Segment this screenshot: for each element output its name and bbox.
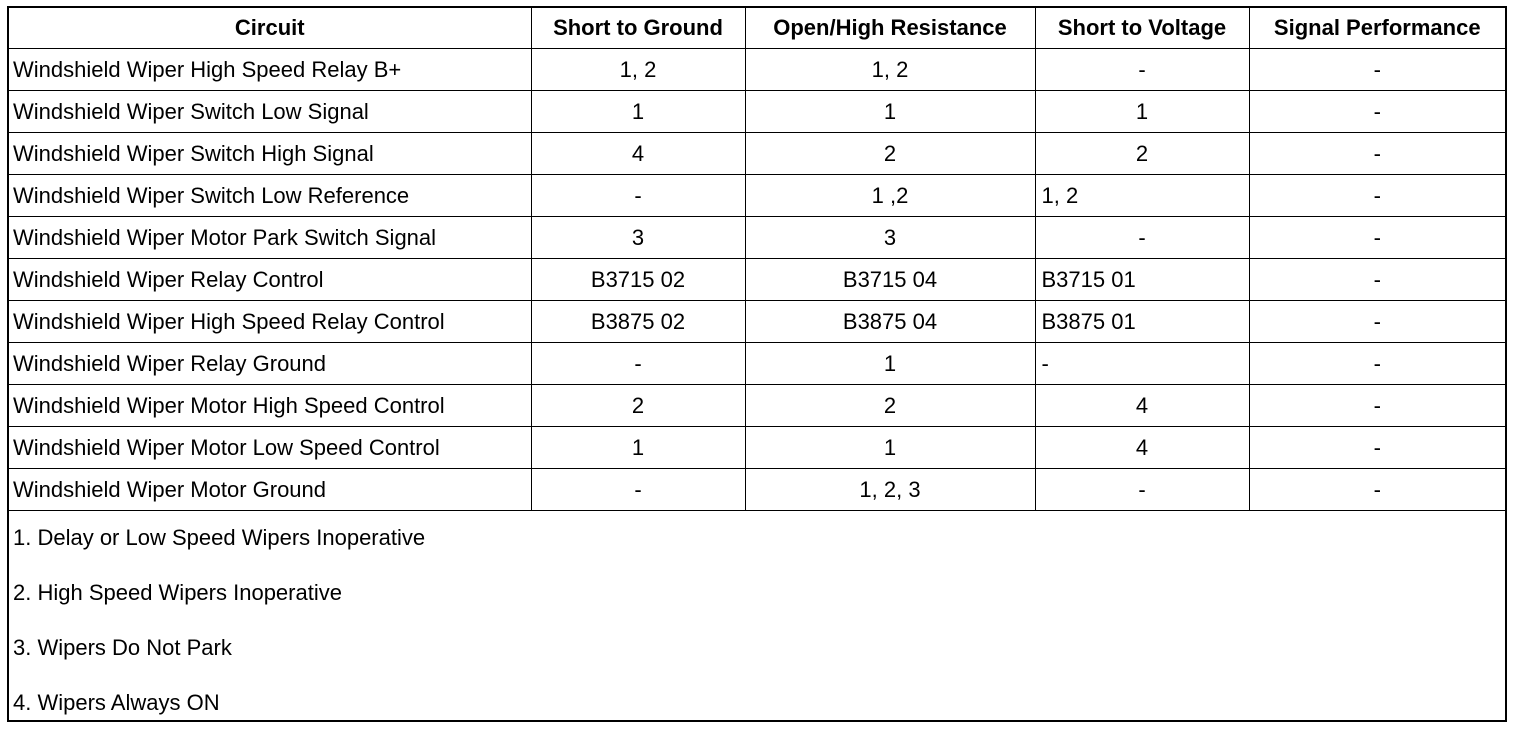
short-to-ground-cell: B3875 02 <box>531 301 745 343</box>
table-row <box>9 343 1505 385</box>
table-row <box>9 49 1505 91</box>
open-high-resistance-cell: B3875 04 <box>745 301 1035 343</box>
header-short-to-voltage: Short to Voltage <box>1035 8 1249 49</box>
signal-performance-cell: - <box>1249 427 1505 469</box>
open-high-resistance-cell: 1 <box>745 427 1035 469</box>
table-row <box>9 259 1505 301</box>
circuit-name-cell: Windshield Wiper Switch Low Signal <box>9 91 531 133</box>
short-to-ground-cell: 2 <box>531 385 745 427</box>
short-to-voltage-cell: - <box>1035 49 1249 91</box>
header-open-high-resistance: Open/High Resistance <box>745 8 1035 49</box>
table-row <box>9 385 1505 427</box>
legend-item: 4. Wipers Always ON <box>13 690 220 715</box>
open-high-resistance-cell: 1, 2, 3 <box>745 469 1035 511</box>
table-row <box>9 91 1505 133</box>
short-to-voltage-cell: B3875 01 <box>1035 301 1249 343</box>
circuit-name-cell: Windshield Wiper Motor Ground <box>9 469 531 511</box>
symptom-legend <box>9 516 1505 736</box>
open-high-resistance-cell: B3715 04 <box>745 259 1035 301</box>
legend-item: 1. Delay or Low Speed Wipers Inoperative <box>13 525 426 550</box>
circuit-name-cell: Windshield Wiper Relay Control <box>9 259 531 301</box>
short-to-voltage-cell: 2 <box>1035 133 1249 175</box>
signal-performance-cell: - <box>1249 217 1505 259</box>
open-high-resistance-cell: 3 <box>745 217 1035 259</box>
circuit-name-cell: Windshield Wiper High Speed Relay Control <box>9 301 531 343</box>
open-high-resistance-cell: 2 <box>745 385 1035 427</box>
header-short-to-ground: Short to Ground <box>531 8 745 49</box>
signal-performance-cell: - <box>1249 133 1505 175</box>
short-to-ground-cell: - <box>531 343 745 385</box>
signal-performance-cell: - <box>1249 301 1505 343</box>
short-to-voltage-cell: - <box>1035 469 1249 511</box>
circuit-name-cell: Windshield Wiper High Speed Relay B+ <box>9 49 531 91</box>
circuit-symptom-table <box>9 8 1505 511</box>
header-signal-performance: Signal Performance <box>1249 8 1505 49</box>
short-to-voltage-cell: 4 <box>1035 385 1249 427</box>
table-row <box>9 133 1505 175</box>
short-to-ground-cell: 3 <box>531 217 745 259</box>
circuit-name-cell: Windshield Wiper Relay Ground <box>9 343 531 385</box>
signal-performance-cell: - <box>1249 343 1505 385</box>
short-to-ground-cell: 1, 2 <box>531 49 745 91</box>
short-to-voltage-cell: - <box>1035 217 1249 259</box>
table-row <box>9 217 1505 259</box>
open-high-resistance-cell: 1, 2 <box>745 49 1035 91</box>
table-row <box>9 427 1505 469</box>
short-to-voltage-cell: 4 <box>1035 427 1249 469</box>
table-header-row <box>9 8 1505 49</box>
legend-item: 2. High Speed Wipers Inoperative <box>13 580 342 605</box>
table-row <box>9 301 1505 343</box>
signal-performance-cell: - <box>1249 385 1505 427</box>
header-circuit: Circuit <box>9 8 531 49</box>
short-to-ground-cell: B3715 02 <box>531 259 745 301</box>
table-row <box>9 175 1505 217</box>
circuit-name-cell: Windshield Wiper Switch High Signal <box>9 133 531 175</box>
legend-item: 3. Wipers Do Not Park <box>13 635 232 660</box>
short-to-ground-cell: - <box>531 469 745 511</box>
open-high-resistance-cell: 1 ,2 <box>745 175 1035 217</box>
short-to-ground-cell: 1 <box>531 91 745 133</box>
signal-performance-cell: - <box>1249 91 1505 133</box>
short-to-voltage-cell: 1, 2 <box>1035 175 1249 217</box>
circuit-name-cell: Windshield Wiper Switch Low Reference <box>9 175 531 217</box>
signal-performance-cell: - <box>1249 259 1505 301</box>
circuit-name-cell: Windshield Wiper Motor High Speed Control <box>9 385 531 427</box>
short-to-voltage-cell: 1 <box>1035 91 1249 133</box>
signal-performance-cell: - <box>1249 469 1505 511</box>
short-to-voltage-cell: B3715 01 <box>1035 259 1249 301</box>
table-row <box>9 469 1505 511</box>
short-to-ground-cell: 1 <box>531 427 745 469</box>
short-to-ground-cell: - <box>531 175 745 217</box>
circuit-name-cell: Windshield Wiper Motor Park Switch Signal <box>9 217 531 259</box>
symptom-table-sheet <box>7 6 1507 722</box>
signal-performance-cell: - <box>1249 49 1505 91</box>
open-high-resistance-cell: 1 <box>745 91 1035 133</box>
short-to-ground-cell: 4 <box>531 133 745 175</box>
open-high-resistance-cell: 1 <box>745 343 1035 385</box>
open-high-resistance-cell: 2 <box>745 133 1035 175</box>
signal-performance-cell: - <box>1249 175 1505 217</box>
short-to-voltage-cell: - <box>1035 343 1249 385</box>
circuit-name-cell: Windshield Wiper Motor Low Speed Control <box>9 427 531 469</box>
